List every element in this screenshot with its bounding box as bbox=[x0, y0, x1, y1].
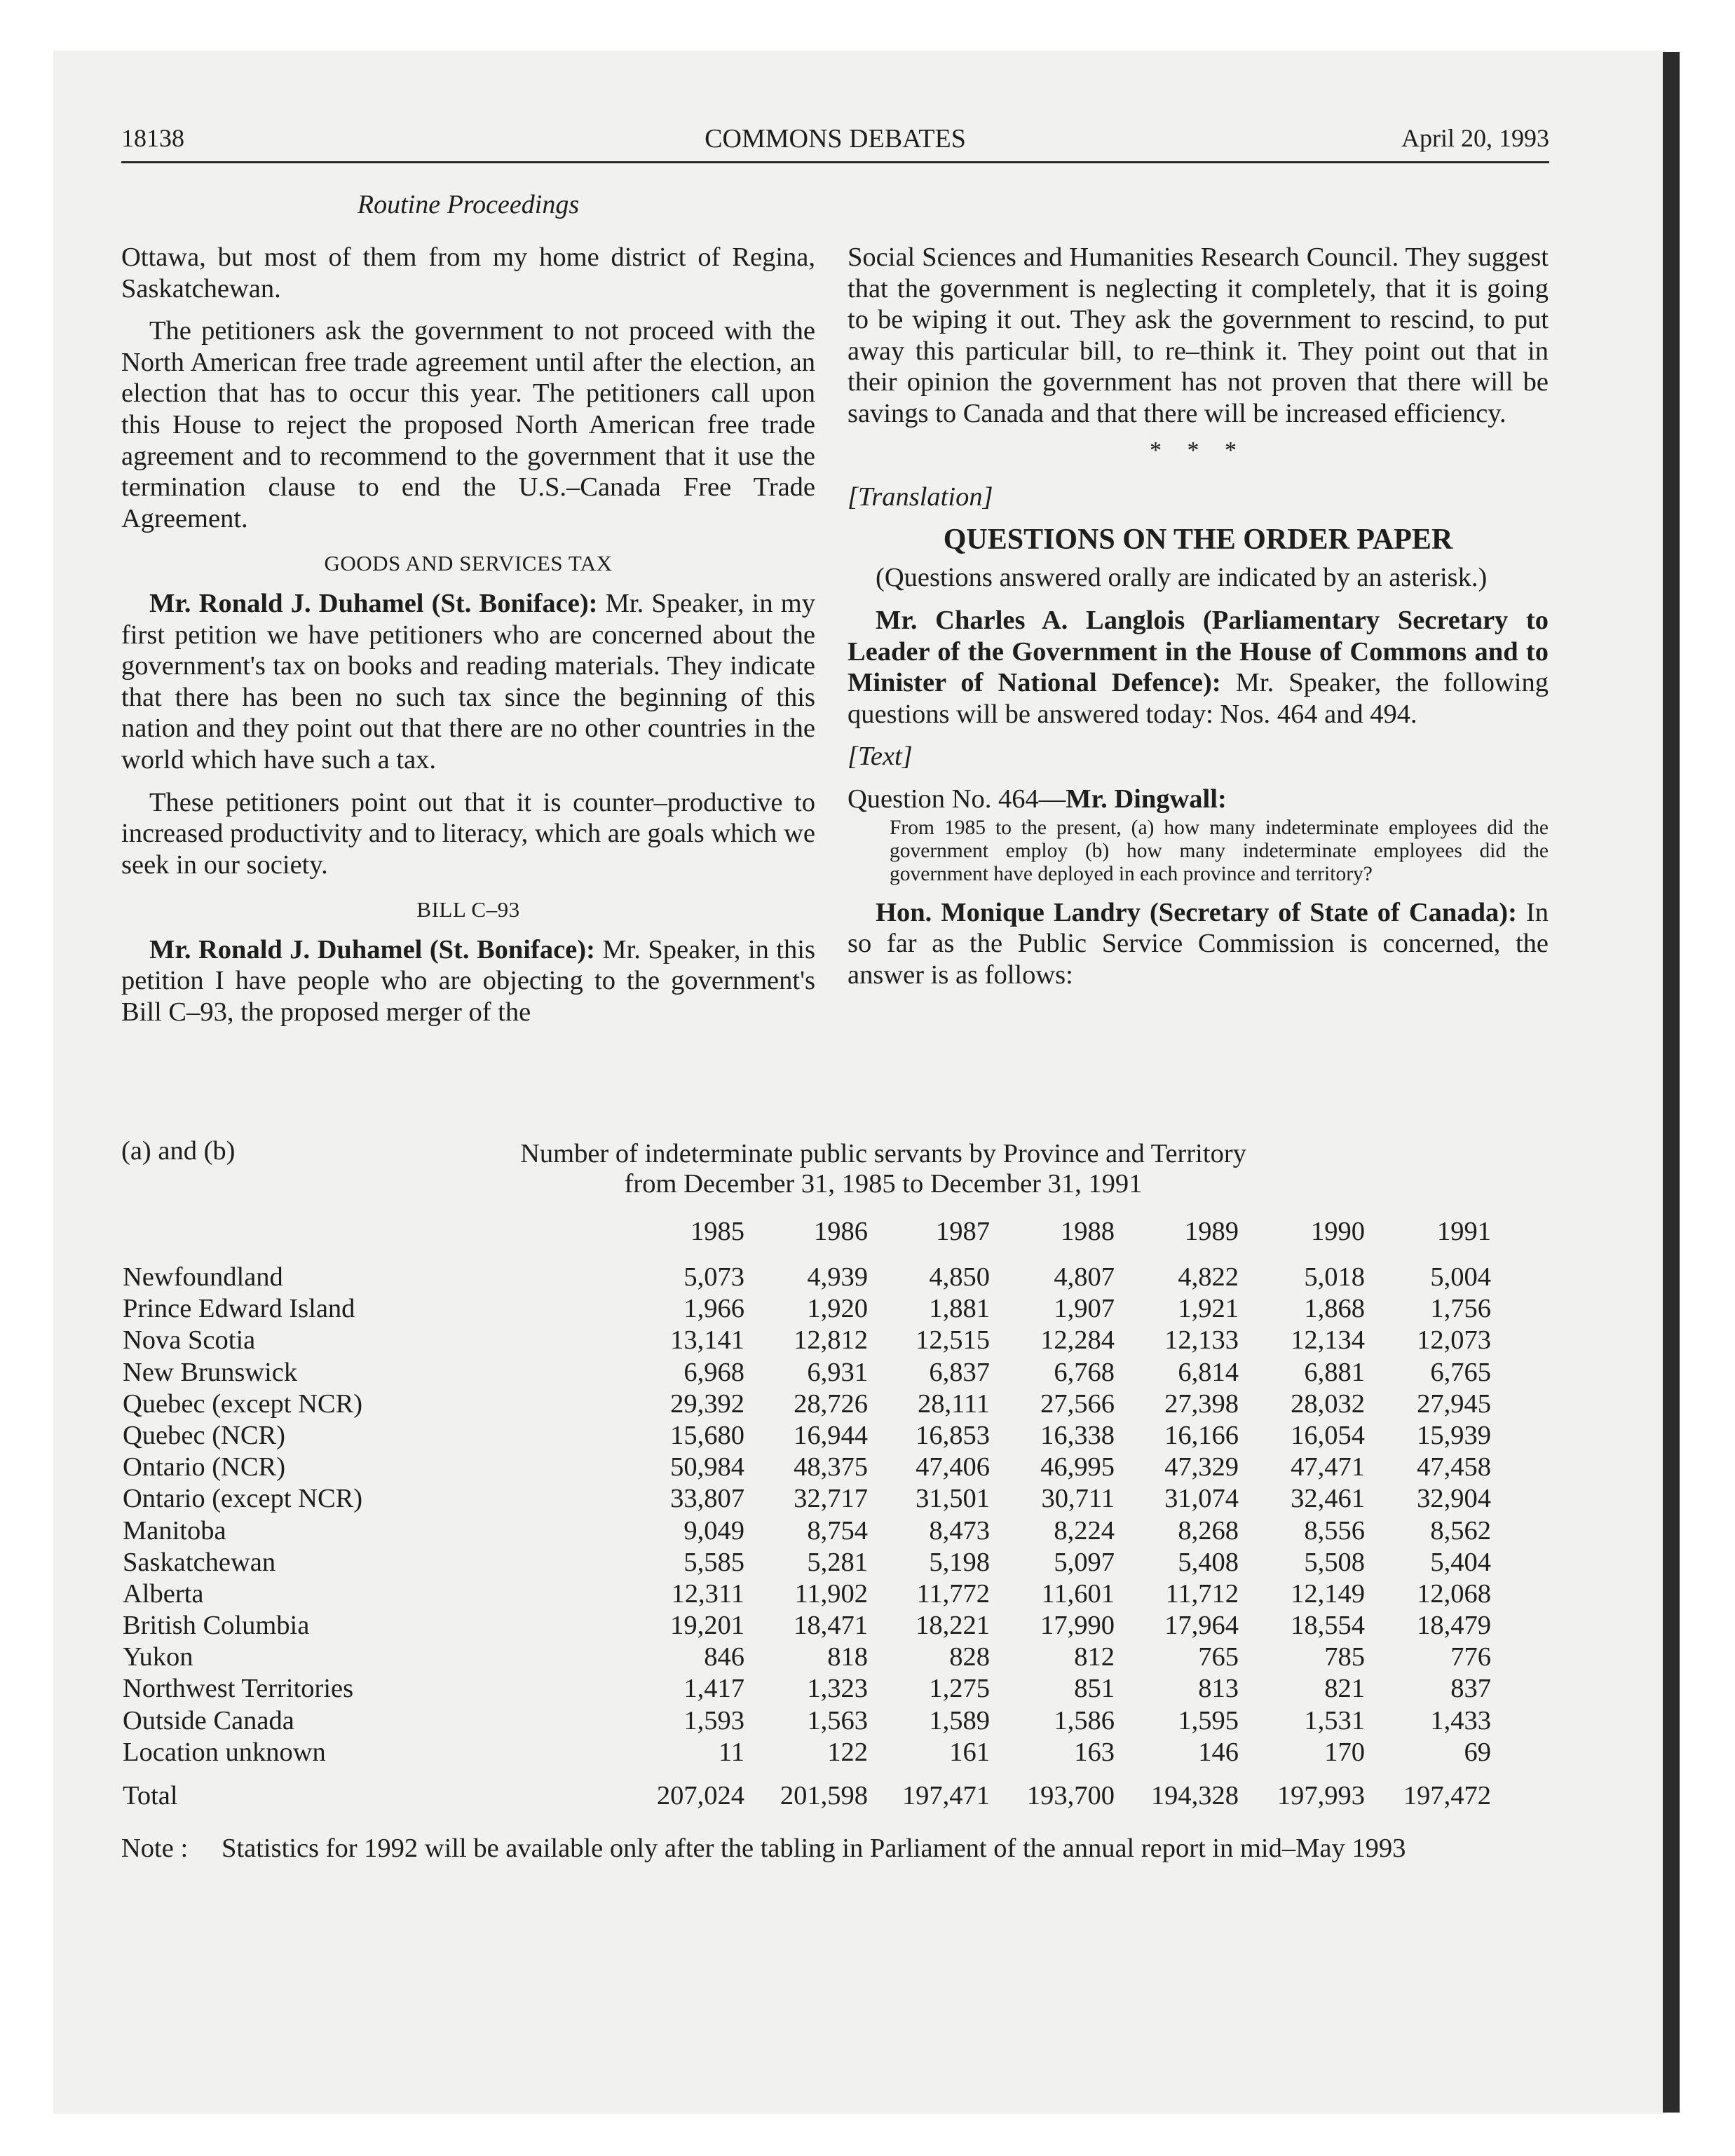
speaker-name: Mr. Ronald J. Duhamel (St. Boniface): bbox=[149, 588, 598, 618]
table-cell: 8,224 bbox=[1054, 1515, 1115, 1546]
note-label: Note : bbox=[121, 1834, 189, 1863]
row-label: Northwest Territories bbox=[123, 1674, 354, 1704]
table-cell: 1,868 bbox=[1304, 1294, 1365, 1324]
table-cell: 1,921 bbox=[1178, 1294, 1239, 1324]
table-cell: 828 bbox=[949, 1642, 990, 1672]
table-row bbox=[0, 1262, 1735, 1293]
table-cell: 8,473 bbox=[929, 1515, 990, 1546]
table-cell: 11,902 bbox=[794, 1578, 868, 1609]
table-cell: 28,726 bbox=[794, 1389, 868, 1419]
total-cell: 197,993 bbox=[1277, 1781, 1365, 1810]
paragraph: Social Sciences and Humanities Research Council. They suggest that the government is neglecting it completely, that it is going to be wiping it out. They ask the government to rescind, to put away this particular bill, to re–think it. They point out that in their opinion the government has not proven that there will be savings to Canada and that there will be increased efficiency. bbox=[848, 243, 1549, 428]
table-cell: 5,018 bbox=[1304, 1262, 1365, 1292]
paragraph bbox=[121, 588, 815, 776]
total-cell: 197,472 bbox=[1403, 1781, 1491, 1810]
table-row bbox=[0, 1515, 1735, 1547]
table-cell: 5,408 bbox=[1178, 1547, 1239, 1577]
paragraph bbox=[848, 605, 1549, 730]
paragraph: (Questions answered orally are indicated by an asterisk.) bbox=[876, 563, 1488, 593]
table-cell: 5,404 bbox=[1430, 1547, 1491, 1577]
table-cell: 27,398 bbox=[1164, 1389, 1239, 1419]
table-cell: 47,471 bbox=[1291, 1452, 1365, 1482]
paragraph: These petitioners point out that it is counter–productive to increased productivity and to literacy, which are goals which we seek in our society. bbox=[121, 787, 815, 880]
year-header: 1990 bbox=[1311, 1217, 1365, 1246]
table-cell: 5,508 bbox=[1304, 1547, 1365, 1577]
table-cell: 13,141 bbox=[670, 1325, 744, 1356]
year-header: 1985 bbox=[690, 1217, 744, 1246]
table-cell: 18,221 bbox=[916, 1611, 990, 1641]
table-cell: 6,765 bbox=[1430, 1357, 1491, 1387]
table-cell: 851 bbox=[1074, 1674, 1115, 1704]
table-cell: 5,585 bbox=[683, 1547, 744, 1577]
table-cell: 765 bbox=[1198, 1642, 1239, 1672]
question-text: From 1985 to the present, (a) how many indeterminate employees did the government employ (b) how many indeterminate employees did the government have deployed in each province and territory? bbox=[890, 816, 1549, 885]
row-label: Manitoba bbox=[123, 1515, 226, 1546]
table-cell: 776 bbox=[1450, 1642, 1491, 1672]
translation-marker: [Translation] bbox=[848, 482, 993, 512]
table-cell: 69 bbox=[1464, 1737, 1491, 1767]
table-title-line: Number of indeterminate public servants by Province and Territory bbox=[520, 1139, 1246, 1168]
table-cell: 11,712 bbox=[1165, 1578, 1239, 1609]
table-cell: 785 bbox=[1324, 1642, 1365, 1672]
table-cell: 16,166 bbox=[1164, 1420, 1239, 1450]
question-member: Mr. Dingwall: bbox=[1066, 784, 1227, 814]
row-label: Outside Canada bbox=[123, 1705, 294, 1735]
table-cell: 5,097 bbox=[1054, 1547, 1115, 1577]
table-cell: 5,073 bbox=[683, 1262, 744, 1292]
table-cell: 846 bbox=[704, 1642, 744, 1672]
table-row bbox=[0, 1293, 1735, 1325]
table-row bbox=[0, 1737, 1735, 1768]
total-cell: 197,471 bbox=[901, 1781, 990, 1810]
table-cell: 8,556 bbox=[1304, 1515, 1365, 1546]
table-cell: 122 bbox=[827, 1737, 868, 1767]
table-cell: 32,717 bbox=[794, 1484, 868, 1514]
table-cell: 16,054 bbox=[1291, 1420, 1365, 1450]
table-body bbox=[0, 1262, 1735, 1768]
table-cell: 4,807 bbox=[1054, 1262, 1115, 1292]
table-cell: 32,904 bbox=[1417, 1484, 1491, 1514]
table-title bbox=[421, 1139, 1346, 1199]
row-label: Saskatchewan bbox=[123, 1547, 276, 1577]
table-cell: 12,068 bbox=[1417, 1578, 1491, 1609]
paragraph: The petitioners ask the government to not proceed with the North American free trade agreement until after the election, an election that has to occur this year. The petitioners call upon this House to reject the proposed North American free trade agreement and to recommend to the government that it use the termination clause to end the U.S.–Canada Free Trade Agreement. bbox=[121, 316, 815, 533]
question-heading bbox=[848, 784, 1549, 815]
table-cell: 12,134 bbox=[1291, 1325, 1365, 1356]
table-row bbox=[0, 1705, 1735, 1737]
table-cell: 9,049 bbox=[683, 1515, 744, 1546]
row-label: New Brunswick bbox=[123, 1357, 298, 1387]
table-cell: 8,268 bbox=[1178, 1515, 1239, 1546]
table-cell: 1,595 bbox=[1178, 1705, 1239, 1735]
table-cell: 170 bbox=[1324, 1737, 1365, 1767]
subheading-gst: GOODS AND SERVICES TAX bbox=[324, 551, 613, 576]
table-cell: 6,968 bbox=[683, 1357, 744, 1387]
table-cell: 19,201 bbox=[670, 1611, 744, 1641]
table-cell: 1,593 bbox=[683, 1705, 744, 1735]
table-cell: 1,417 bbox=[683, 1674, 744, 1704]
table-cell: 837 bbox=[1450, 1674, 1491, 1704]
table-cell: 4,850 bbox=[929, 1262, 990, 1292]
speech-text: In so far as the Public Service Commission is concerned, the answer is as follows: bbox=[848, 897, 1549, 990]
table-cell: 15,939 bbox=[1417, 1420, 1491, 1450]
table-cell: 163 bbox=[1074, 1737, 1115, 1767]
paragraph bbox=[121, 934, 815, 1028]
table-row bbox=[0, 1325, 1735, 1356]
table-cell: 1,881 bbox=[929, 1294, 990, 1324]
row-label: Nova Scotia bbox=[123, 1325, 256, 1356]
left-column bbox=[121, 242, 815, 1028]
total-cell: 193,700 bbox=[1026, 1781, 1115, 1810]
table-cell: 12,073 bbox=[1417, 1325, 1491, 1356]
speech-text: Mr. Speaker, in my first petition we have petitioners who are concerned about the government's tax on books and reading materials. They indicate that there has been no such tax since the beginning of this nation and they point out that there are no other countries in the world which have such a tax. bbox=[121, 588, 816, 775]
table-row bbox=[0, 1452, 1735, 1483]
table-cell: 4,939 bbox=[807, 1262, 868, 1292]
row-label: Ontario (NCR) bbox=[123, 1452, 286, 1482]
table-cell: 47,406 bbox=[916, 1452, 990, 1482]
year-header: 1986 bbox=[814, 1217, 868, 1246]
row-label: Alberta bbox=[123, 1578, 204, 1609]
table-row bbox=[0, 1610, 1735, 1642]
table-cell: 50,984 bbox=[670, 1452, 744, 1482]
row-label: Location unknown bbox=[123, 1737, 326, 1767]
page-header bbox=[121, 118, 1549, 163]
table-cell: 1,920 bbox=[807, 1294, 868, 1324]
table-cell: 1,531 bbox=[1304, 1705, 1365, 1735]
table-row bbox=[0, 1578, 1735, 1610]
table-cell: 18,471 bbox=[794, 1611, 868, 1641]
table-cell: 12,515 bbox=[916, 1325, 990, 1356]
table-cell: 46,995 bbox=[1040, 1452, 1115, 1482]
table-cell: 1,323 bbox=[807, 1674, 868, 1704]
table-part-label: (a) and (b) bbox=[121, 1136, 236, 1166]
table-cell: 32,461 bbox=[1291, 1484, 1365, 1514]
table-cell: 1,966 bbox=[683, 1294, 744, 1324]
year-header: 1991 bbox=[1437, 1217, 1491, 1246]
speech-text: Mr. Speaker, the following questions will be answered today: Nos. 464 and 494. bbox=[848, 668, 1549, 729]
right-column bbox=[848, 242, 1549, 990]
table-cell: 1,907 bbox=[1054, 1294, 1115, 1324]
table-cell: 47,458 bbox=[1417, 1452, 1491, 1482]
table-row bbox=[0, 1389, 1735, 1420]
table-row bbox=[0, 1357, 1735, 1389]
table-total-row bbox=[0, 1780, 1735, 1813]
table-cell: 8,562 bbox=[1430, 1515, 1491, 1546]
page-number: 18138 bbox=[121, 124, 184, 152]
table-cell: 30,711 bbox=[1041, 1484, 1115, 1514]
heading-questions: QUESTIONS ON THE ORDER PAPER bbox=[943, 523, 1453, 556]
table-cell: 27,945 bbox=[1417, 1389, 1491, 1419]
row-label: Yukon bbox=[123, 1642, 193, 1672]
table-cell: 5,281 bbox=[807, 1547, 868, 1577]
table-cell: 18,479 bbox=[1417, 1611, 1491, 1641]
publication-title: COMMONS DEBATES bbox=[705, 124, 966, 153]
question-number: Question No. 464— bbox=[848, 784, 1066, 814]
row-label: Prince Edward Island bbox=[123, 1294, 355, 1324]
table-cell: 1,756 bbox=[1430, 1294, 1491, 1324]
table-cell: 1,589 bbox=[929, 1705, 990, 1735]
table-cell: 821 bbox=[1324, 1674, 1365, 1704]
table-cell: 47,329 bbox=[1164, 1452, 1239, 1482]
row-label: Newfoundland bbox=[123, 1262, 283, 1292]
table-row bbox=[0, 1420, 1735, 1452]
table-cell: 16,853 bbox=[916, 1420, 990, 1450]
table-cell: 33,807 bbox=[670, 1484, 744, 1514]
table-cell: 161 bbox=[949, 1737, 990, 1767]
table-cell: 11,601 bbox=[1041, 1578, 1115, 1609]
table-cell: 12,812 bbox=[794, 1325, 868, 1356]
table-cell: 8,754 bbox=[807, 1515, 868, 1546]
text-marker: [Text] bbox=[848, 742, 913, 772]
table-cell: 6,768 bbox=[1054, 1357, 1115, 1387]
subheading-bill: BILL C–93 bbox=[416, 897, 520, 922]
table-cell: 813 bbox=[1198, 1674, 1239, 1704]
table-cell: 48,375 bbox=[794, 1452, 868, 1482]
table-cell: 12,311 bbox=[671, 1578, 744, 1609]
paragraph: Ottawa, but most of them from my home district of Regina, Saskatchewan. bbox=[121, 243, 815, 303]
table-cell: 12,133 bbox=[1164, 1325, 1239, 1356]
row-label: Quebec (NCR) bbox=[123, 1420, 285, 1450]
year-header: 1989 bbox=[1185, 1217, 1239, 1246]
table-cell: 6,814 bbox=[1178, 1357, 1239, 1387]
table-cell: 6,881 bbox=[1304, 1357, 1365, 1387]
section-separator: * * * bbox=[1150, 437, 1246, 463]
table-row bbox=[0, 1547, 1735, 1578]
table-cell: 1,433 bbox=[1430, 1705, 1491, 1735]
table-cell: 16,338 bbox=[1040, 1420, 1115, 1450]
table-cell: 17,990 bbox=[1040, 1611, 1115, 1641]
table-row bbox=[0, 1673, 1735, 1705]
table-row bbox=[0, 1642, 1735, 1673]
table-cell: 28,032 bbox=[1291, 1389, 1365, 1419]
row-label: Ontario (except NCR) bbox=[123, 1484, 363, 1514]
note-text: Statistics for 1992 will be available only after the tabling in Parliament of the annual report in mid–May 1993 bbox=[222, 1834, 1406, 1863]
table-cell: 31,501 bbox=[916, 1484, 990, 1514]
table-cell: 6,931 bbox=[807, 1357, 868, 1387]
table-cell: 28,111 bbox=[917, 1389, 990, 1419]
table-cell: 29,392 bbox=[670, 1389, 744, 1419]
speaker-name: Hon. Monique Landry (Secretary of State of Canada): bbox=[876, 897, 1517, 927]
table-cell: 15,680 bbox=[670, 1420, 744, 1450]
table-cell: 146 bbox=[1198, 1737, 1239, 1767]
table-cell: 17,964 bbox=[1164, 1611, 1239, 1641]
total-cell: 207,024 bbox=[656, 1781, 744, 1810]
table-cell: 11 bbox=[718, 1737, 744, 1767]
year-header: 1987 bbox=[936, 1217, 990, 1246]
table-cell: 27,566 bbox=[1040, 1389, 1115, 1419]
row-label: Quebec (except NCR) bbox=[123, 1389, 363, 1419]
speech-text: Mr. Speaker, in this petition I have people who are objecting to the government's Bill C–93, the proposed merger of the bbox=[121, 934, 815, 1028]
total-cell: 194,328 bbox=[1150, 1781, 1239, 1810]
table-cell: 5,198 bbox=[929, 1547, 990, 1577]
table-cell: 1,563 bbox=[807, 1705, 868, 1735]
total-cell: 201,598 bbox=[780, 1781, 868, 1810]
total-label: Total bbox=[123, 1781, 178, 1810]
table-cell: 812 bbox=[1074, 1642, 1115, 1672]
speaker-name: Mr. Ronald J. Duhamel (St. Boniface): bbox=[149, 934, 595, 964]
table-row bbox=[0, 1483, 1735, 1515]
table-cell: 12,149 bbox=[1291, 1578, 1365, 1609]
table-cell: 6,837 bbox=[929, 1357, 990, 1387]
speaker-name: Mr. Charles A. Langlois (Parliamentary Secretary to Leader of the Government in the House of Commons and to Minister of National Defence): bbox=[848, 605, 1549, 698]
table-cell: 1,586 bbox=[1054, 1705, 1115, 1735]
table-cell: 16,944 bbox=[794, 1420, 868, 1450]
table-cell: 31,074 bbox=[1164, 1484, 1239, 1514]
table-cell: 11,772 bbox=[916, 1578, 990, 1609]
table-cell: 12,284 bbox=[1040, 1325, 1115, 1356]
table-cell: 5,004 bbox=[1430, 1262, 1491, 1292]
table-cell: 818 bbox=[827, 1642, 868, 1672]
table-title-line: from December 31, 1985 to December 31, 1991 bbox=[624, 1169, 1143, 1199]
table-cell: 18,554 bbox=[1291, 1611, 1365, 1641]
year-header: 1988 bbox=[1061, 1217, 1115, 1246]
table-cell: 1,275 bbox=[929, 1674, 990, 1704]
paragraph bbox=[848, 897, 1549, 991]
section-label: Routine Proceedings bbox=[357, 190, 580, 219]
publication-date: April 20, 1993 bbox=[1401, 124, 1549, 152]
table-cell: 4,822 bbox=[1178, 1262, 1239, 1292]
row-label: British Columbia bbox=[123, 1611, 310, 1641]
